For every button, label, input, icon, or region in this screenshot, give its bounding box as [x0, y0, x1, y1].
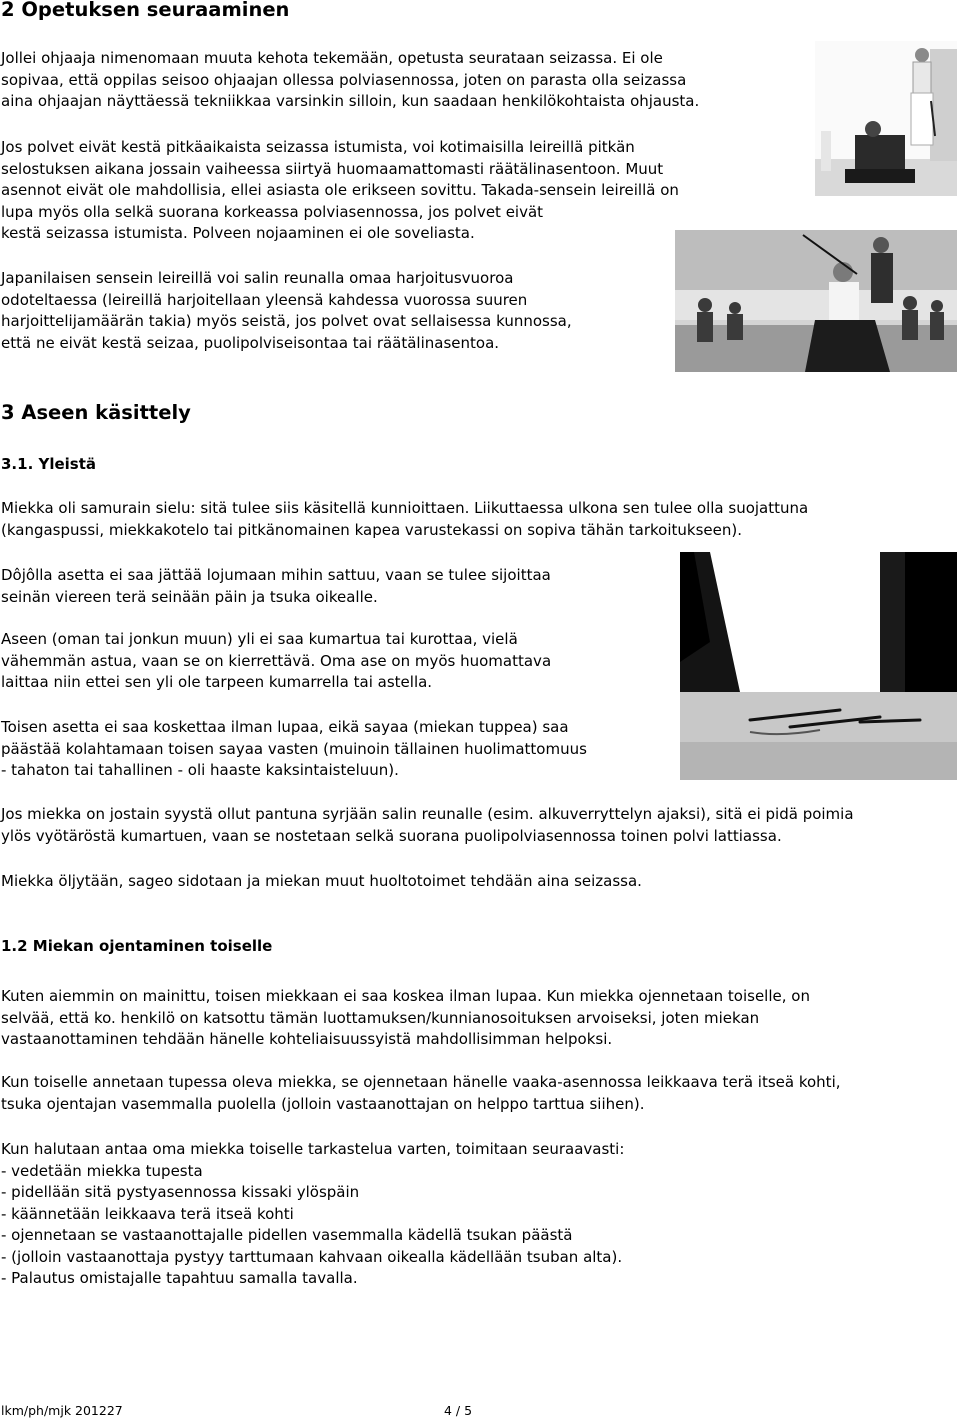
list-item: - käännetään leikkaava terä itseä kohti	[1, 1204, 294, 1223]
text-line: lupa myös olla selkä suorana korkeassa polviasennossa, jos polvet eivät	[1, 202, 544, 221]
text-line: laittaa niin ettei sen yli ole tarpeen kumarrella tai astella.	[1, 673, 433, 691]
footer-author: lkm/ph/mjk 201227	[1, 1403, 123, 1418]
text-line: harjoittelijamäärän takia) myös seistä, jos polvet ovat sellaisessa kunnossa,	[1, 312, 572, 330]
text-line: odoteltaessa (leireillä harjoitellaan yleensä kahdessa vuorossa suuren	[1, 290, 528, 309]
paragraph	[1, 1072, 841, 1115]
section-heading: 3 Aseen käsittely	[1, 401, 191, 424]
text-line: asennot eivät ole mahdollisia, ellei asiasta ole erikseen sovittu. Takada-sensein leireillä on	[1, 181, 679, 199]
text-line: Jos miekka on jostain syystä ollut pantuna syrjään salin reunalle (esim. alkuverryttelyn ajaksi), sitä ei pidä poimia	[1, 805, 854, 823]
list-item: - ojennetaan se vastaanottajalle pidellen vasemmalla kädellä tsukan päästä	[1, 1226, 573, 1244]
text-line: Miekka öljytään, sageo sidotaan ja miekan muut huoltotoimet tehdään aina seizassa.	[1, 872, 642, 890]
list-item: - Palautus omistajalle tapahtuu samalla tavalla.	[1, 1269, 358, 1287]
text-line: että ne eivät kestä seizaa, puolipolviseisontaa tai räätälinasentoa.	[1, 333, 500, 352]
subsection-heading: 3.1. Yleistä	[1, 455, 97, 473]
text-line: seinän viereen terä seinään päin ja tsuka oikealle.	[1, 587, 378, 606]
list-item: - (jolloin vastaanottaja pystyy tarttumaan kahvaan oikealla kädellään tsuban alta).	[1, 1247, 623, 1266]
paragraph	[1, 986, 810, 1051]
text-line: Toisen asetta ei saa koskettaa ilman lupaa, eikä sayaa (miekan tuppea) saa	[1, 718, 569, 736]
text-line: (kangaspussi, miekkakotelo tai pitkänomainen kapea varustekassi on sopiva tähän tarkoitukseen).	[1, 520, 742, 539]
instruction-list	[1, 1139, 624, 1290]
text-line: aina ohjaajan näyttäessä tekniikkaa varsinkin silloin, kun saadaan henkilökohtaista ohjausta.	[1, 92, 700, 110]
text-line: selostuksen aikana jossain vaiheessa siirtyä huomaamattomasti räätälinasentoon. Muut	[1, 159, 664, 178]
text-line: Kun halutaan antaa oma miekka toiselle tarkastelua varten, toimitaan seuraavasti:	[1, 1140, 625, 1158]
paragraph	[1, 629, 551, 694]
text-line: Kuten aiemmin on mainittu, toisen miekkaan ei saa koskea ilman lupaa. Kun miekka ojennetaan toiselle, on	[1, 987, 810, 1005]
paragraph	[1, 498, 808, 541]
text-line: vähemmän astua, vaan se on kierrettävä. Oma ase on myös huomattava	[1, 651, 552, 670]
paragraph	[1, 717, 587, 782]
text-line: Jollei ohjaaja nimenomaan muuta kehota tekemään, opetusta seurataan seizassa. Ei ole	[1, 49, 663, 67]
paragraph	[1, 48, 699, 113]
list-item: - pidellään sitä pystyasennossa kissaki ylöspäin	[1, 1183, 360, 1201]
paragraph	[1, 804, 854, 847]
subsection-heading: 1.2 Miekan ojentaminen toiselle	[1, 937, 273, 955]
text-line: - tahaton tai tahallinen - oli haaste kaksintaisteluun).	[1, 761, 399, 779]
list-item: - vedetään miekka tupesta	[1, 1161, 203, 1180]
section-heading: 2 Opetuksen seuraaminen	[1, 0, 290, 21]
text-line: Aseen (oman tai jonkun muun) yli ei saa kumartua tai kurottaa, vielä	[1, 630, 518, 648]
text-line: selvää, että ko. henkilö on katsottu tämän luottamuksen/kunnianosoituksen arvoiseksi, joten miekan	[1, 1008, 760, 1027]
text-line: Kun toiselle annetaan tupessa oleva miekka, se ojennetaan hänelle vaaka-asennossa leikkaava terä itseä kohti,	[1, 1073, 841, 1091]
photo-sword-on-floor	[680, 552, 957, 780]
photo-kendo-hall	[675, 230, 957, 372]
paragraph	[1, 268, 572, 354]
text-line: Dôjôlla asetta ei saa jättää lojumaan mihin sattuu, vaan se tulee sijoittaa	[1, 566, 551, 584]
text-line: Jos polvet eivät kestä pitkäaikaista seizassa istumista, voi kotimaisilla leireillä pitkän	[1, 138, 635, 156]
text-line: päästää kolahtamaan toisen sayaa vasten (muinoin tällainen huolimattomuus	[1, 739, 587, 758]
text-line: tsuka ojentajan vasemmalla puolella (jolloin vastaanottajan on helppo tarttua siihen).	[1, 1094, 645, 1113]
paragraph	[1, 565, 551, 608]
text-line: sopivaa, että oppilas seisoo ohjaajan ollessa polviasennossa, joten on parasta olla seizassa	[1, 70, 687, 89]
text-line: kestä seizassa istumista. Polveen nojaaminen ei ole soveliasta.	[1, 224, 475, 242]
paragraph	[1, 137, 679, 245]
text-line: Japanilaisen sensein leireillä voi salin reunalla omaa harjoitusvuoroa	[1, 269, 514, 287]
text-line: Miekka oli samurain sielu: sitä tulee siis käsitellä kunnioittaen. Liikuttaessa ulkona sen tulee olla suojattuna	[1, 499, 809, 517]
text-line: ylös vyötäröstä kumartuen, vaan se nostetaan selkä suorana puolipolviasennossa toinen polvi lattiassa.	[1, 826, 782, 845]
page-number: 4 / 5	[444, 1403, 473, 1418]
paragraph	[1, 871, 642, 893]
text-line: vastaanottaminen tehdään hänelle kohteliaisuussyistä mahdollisimman helpoksi.	[1, 1030, 613, 1048]
photo-instructor-seiza	[815, 41, 957, 196]
